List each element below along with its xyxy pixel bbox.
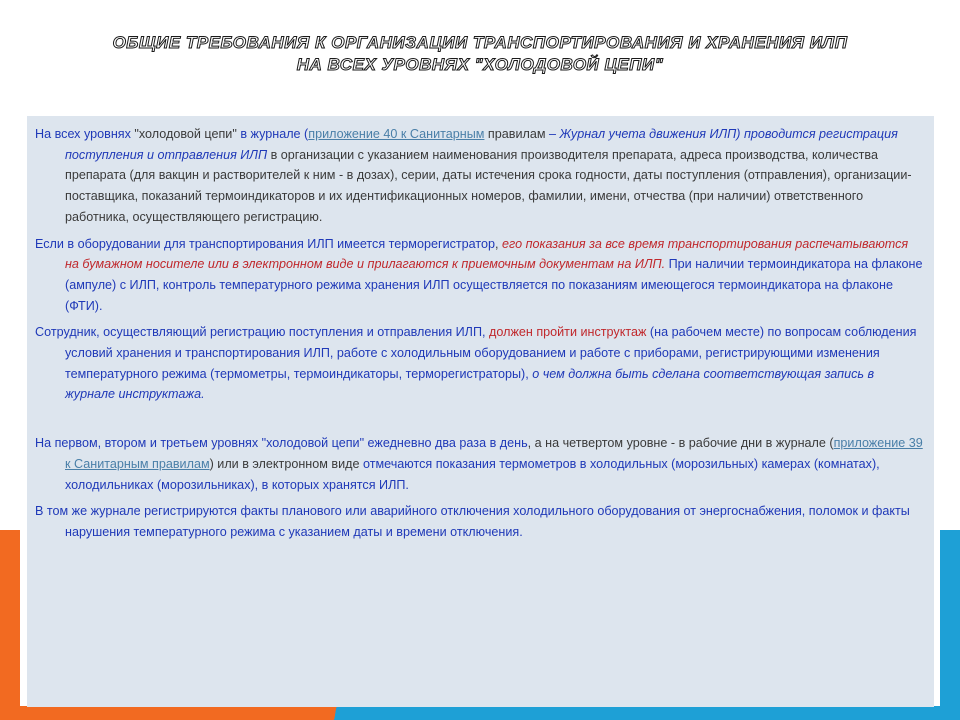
title-line-1: ОБЩИЕ ТРЕБОВАНИЯ К ОРГАНИЗАЦИИ ТРАНСПОРТИРОВАНИЯ И ХРАНЕНИЯ ИЛП [112,33,848,52]
text-span: ) или в электронном виде [209,456,363,471]
text-span: Если в оборудовании для транспортирования ИЛП имеется терморегистратор [35,236,496,251]
text-span: правилам [484,127,546,141]
text-span: его показания за все время транспортирования распечатываются на бумажном носителе или в электронном виде и прилагаются к приемочным документам на ИЛП. [65,236,909,272]
text-span: в организации с указанием наименования производителя препарата, адреса производства, количества препарата (для вакцин и растворителей к ним - в дозах), серии, даты истечения срока годности, даты поступления (отправления), организации-поставщика, показаний термоиндикаторов и их идентификационных номеров, фамилии, имени, отчества (при наличии) ответственного работника, осуществляющего регистрацию. [65,147,912,224]
text-span: "холодовой цепи" [134,127,237,141]
paragraph-registration [35,124,924,228]
title-line-2: НА ВСЕХ УРОВНЯХ "ХОЛОДОВОЙ ЦЕПИ" [296,55,664,74]
text-span: проводится регистрация поступления и отправления ИЛП [65,127,898,162]
text-span: – Журнал учета движения ИЛП) [545,127,741,141]
text-span: На первом, втором и третьем уровнях "холодовой цепи" ежедневно два раза в день [35,436,528,451]
text-span: На всех уровнях [35,127,135,141]
text-span: (на рабочем месте) по вопросам соблюдения условий хранения и транспортирования ИЛП, работе с холодильным оборудованием и работе с приборами, регистрирующими изменения температурного режима (термометры, термоиндикаторы, терморегистраторы), [65,325,917,381]
text-span: в журнале ( [236,127,309,141]
paragraph-shutdown-log [35,501,924,542]
bottom-accent-orange [0,706,380,720]
paragraph-daily-readings [35,433,924,495]
text-span: , а на четвертом уровне - в рабочие дни в журнале ( [527,436,834,451]
text-span: отмечаются показания термометров в холодильных (морозильных) камерах (комнатах), холодильниках (морозильниках), в которых хранятся ИЛП. [65,456,880,492]
bottom-accent-blue [380,706,960,720]
appendix-39-link[interactable]: приложение 39 к Санитарным правилам [65,436,923,471]
right-accent-bar [940,530,960,720]
left-accent-bar [0,530,20,720]
text-span: Сотрудник, осуществляющий регистрацию поступления и отправления ИЛП, [35,325,490,340]
content-panel [27,116,934,707]
paragraph-thermoregistrator [35,234,924,317]
paragraph-instruction [35,322,924,405]
text-span: В том же журнале регистрируются факты планового или аварийного отключения холодильного оборудования от энергоснабжения, поломок и факты нарушения температурного режима с указанием даты и времени отключения. [35,504,910,539]
text-span: , [495,236,503,251]
text-span: При наличии термоиндикатора на флаконе (ампуле) с ИЛП, контроль температурного режима хранения ИЛП осуществляется по показаниям имеющегося термоиндикатора на флаконе (ФТИ). [65,257,923,313]
appendix-40-link[interactable]: приложение 40 к Санитарным [308,127,485,141]
text-span: о чем должна быть сделана соответствующая запись в журнале инструктажа. [65,366,875,402]
slide-title [60,32,900,76]
text-span: должен пройти инструктаж [489,325,647,340]
